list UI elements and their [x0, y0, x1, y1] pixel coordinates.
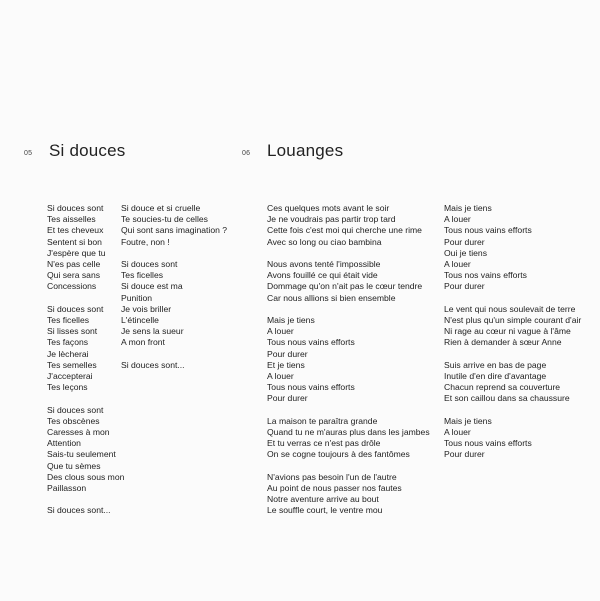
- lyric-line: Tous nous vains efforts: [267, 382, 355, 393]
- lyric-line: Concessions: [47, 281, 97, 292]
- stanza: [47, 505, 124, 516]
- stanza: [444, 304, 581, 349]
- lyric-line: A louer: [444, 214, 471, 225]
- lyrics-column: [121, 203, 227, 371]
- lyric-line: Le vent qui nous soulevait de terre: [444, 303, 576, 314]
- lyrics-column: [47, 203, 124, 517]
- lyric-line: Inutile d'en dire d'avantage: [444, 371, 547, 382]
- lyric-line: Nous avons tenté l'impossible: [267, 259, 381, 269]
- track-number: 06: [242, 150, 251, 157]
- lyric-line: J'accepterai: [47, 371, 93, 382]
- lyric-line: Si douce et si cruelle: [121, 203, 201, 213]
- lyric-line: A mon front: [121, 337, 165, 348]
- lyric-line: Et tu verras ce n'est pas drôle: [267, 438, 381, 449]
- lyric-line: Quand tu ne m'auras plus dans les jambes: [267, 427, 430, 438]
- stanza: [444, 203, 581, 293]
- lyric-line: Si douces sont: [47, 303, 104, 314]
- lyric-line: On se cogne toujours à des fantômes: [267, 449, 410, 460]
- lyric-line: N'es pas celle: [47, 259, 101, 270]
- stanza: [47, 203, 124, 293]
- stanza: [121, 259, 227, 349]
- lyric-line: Mais je tiens: [444, 203, 492, 213]
- lyric-line: Tes ficelles: [47, 315, 90, 326]
- stanza: [267, 416, 430, 461]
- lyric-line: A louer: [444, 427, 471, 438]
- lyric-line: Que tu sèmes: [47, 460, 101, 471]
- lyric-line: L'étincelle: [121, 315, 159, 326]
- lyric-line: Si douces sont...: [47, 505, 111, 516]
- lyric-line: Paillasson: [47, 483, 87, 494]
- lyric-line: Et tes cheveux: [47, 225, 104, 236]
- lyric-line: Si lisses sont: [47, 326, 98, 337]
- lyric-line: Je ne voudrais pas partir trop tard: [267, 214, 396, 225]
- lyric-line: Notre aventure arrive au bout: [267, 494, 379, 505]
- lyric-line: Ces quelques mots avant le soir: [267, 203, 390, 213]
- lyric-line: Avec so long ou ciao bambina: [267, 236, 382, 247]
- stanza: [267, 472, 430, 517]
- lyric-line: Si douces sont...: [121, 359, 185, 370]
- lyric-line: Suis arrive en bas de page: [444, 359, 547, 370]
- stanza: [444, 360, 581, 405]
- lyric-line: Attention: [47, 438, 81, 449]
- lyric-line: Pour durer: [444, 281, 485, 292]
- stanza: [444, 416, 581, 461]
- lyric-line: Si douces sont: [121, 259, 178, 269]
- lyric-line: Caresses à mon: [47, 427, 110, 438]
- lyric-line: Si douces sont: [47, 404, 104, 415]
- track-title: Louanges: [267, 141, 344, 160]
- lyric-line: Car nous allions si bien ensemble: [267, 292, 396, 303]
- lyric-line: Tes aisselles: [47, 214, 96, 225]
- lyric-line: Mais je tiens: [267, 315, 315, 325]
- lyric-line: Pour durer: [444, 449, 485, 460]
- lyric-line: Tes leçons: [47, 382, 88, 393]
- lyric-line: J'espère que tu: [47, 247, 106, 258]
- lyrics-column: [444, 203, 581, 461]
- lyric-line: Dommage qu'on n'ait pas le cœur tendre: [267, 281, 423, 292]
- lyric-line: A louer: [267, 371, 294, 382]
- lyric-line: La maison te paraîtra grande: [267, 415, 378, 426]
- lyric-line: Je sens la sueur: [121, 326, 184, 337]
- lyric-line: Tous nous vains efforts: [267, 337, 355, 348]
- stanza: [267, 203, 430, 248]
- stanza: [47, 304, 124, 394]
- lyric-line: Tes ficelles: [121, 270, 164, 281]
- lyric-line: Si douces sont: [47, 203, 104, 213]
- lyric-line: Tous nous vains efforts: [444, 438, 532, 449]
- lyric-line: Qui sera sans: [47, 270, 101, 281]
- lyric-line: Cette fois c'est moi qui cherche une rime: [267, 225, 422, 236]
- lyric-line: Tes façons: [47, 337, 89, 348]
- lyric-line: Le souffle court, le ventre mou: [267, 505, 383, 516]
- lyric-line: Si douce est ma: [121, 281, 183, 292]
- lyric-line: Pour durer: [267, 348, 308, 359]
- lyric-line: Pour durer: [444, 236, 485, 247]
- lyric-line: Sais-tu seulement: [47, 449, 116, 460]
- stanza: [267, 259, 430, 304]
- stanza: [267, 315, 430, 405]
- track-title: Si douces: [49, 141, 126, 160]
- lyrics-column: [267, 203, 430, 517]
- lyric-line: Pour durer: [267, 393, 308, 404]
- lyric-line: Foutre, non !: [121, 236, 170, 247]
- lyric-line: Avons fouillé ce qui était vide: [267, 270, 378, 281]
- lyric-line: Mais je tiens: [444, 415, 492, 426]
- lyric-line: Et je tiens: [267, 359, 305, 370]
- lyric-line: Tous nous vains efforts: [444, 225, 532, 236]
- lyric-line: Je vois briller: [121, 303, 172, 314]
- lyric-line: Tes obscènes: [47, 415, 100, 426]
- stanza: [47, 405, 124, 495]
- stanza: [121, 360, 227, 371]
- lyric-line: N'est plus qu'un simple courant d'air: [444, 315, 582, 326]
- lyric-line: Chacun reprend sa couverture: [444, 382, 561, 393]
- lyric-line: Rien à demander à sœur Anne: [444, 337, 562, 348]
- lyric-line: Qui sont sans imagination ?: [121, 225, 228, 236]
- lyric-line: N'avions pas besoin l'un de l'autre: [267, 471, 397, 482]
- lyric-line: Et son caillou dans sa chaussure: [444, 393, 570, 404]
- lyric-line: Je lècherai: [47, 348, 89, 359]
- lyric-line: Tous nos vains efforts: [444, 270, 527, 281]
- track-number: 05: [24, 150, 33, 157]
- lyric-line: Punition: [121, 292, 153, 303]
- lyric-line: Au point de nous passer nos fautes: [267, 483, 402, 494]
- lyric-line: Oui je tiens: [444, 247, 487, 258]
- lyric-line: A louer: [267, 326, 294, 337]
- lyric-line: A louer: [444, 259, 471, 270]
- lyric-line: Sentent si bon: [47, 236, 102, 247]
- stanza: [121, 203, 227, 248]
- lyric-line: Ni rage au cœur ni vague à l'âme: [444, 326, 571, 337]
- lyric-line: Te soucies-tu de celles: [121, 214, 208, 225]
- lyric-line: Des clous sous mon: [47, 471, 125, 482]
- lyric-line: Tes semelles: [47, 359, 97, 370]
